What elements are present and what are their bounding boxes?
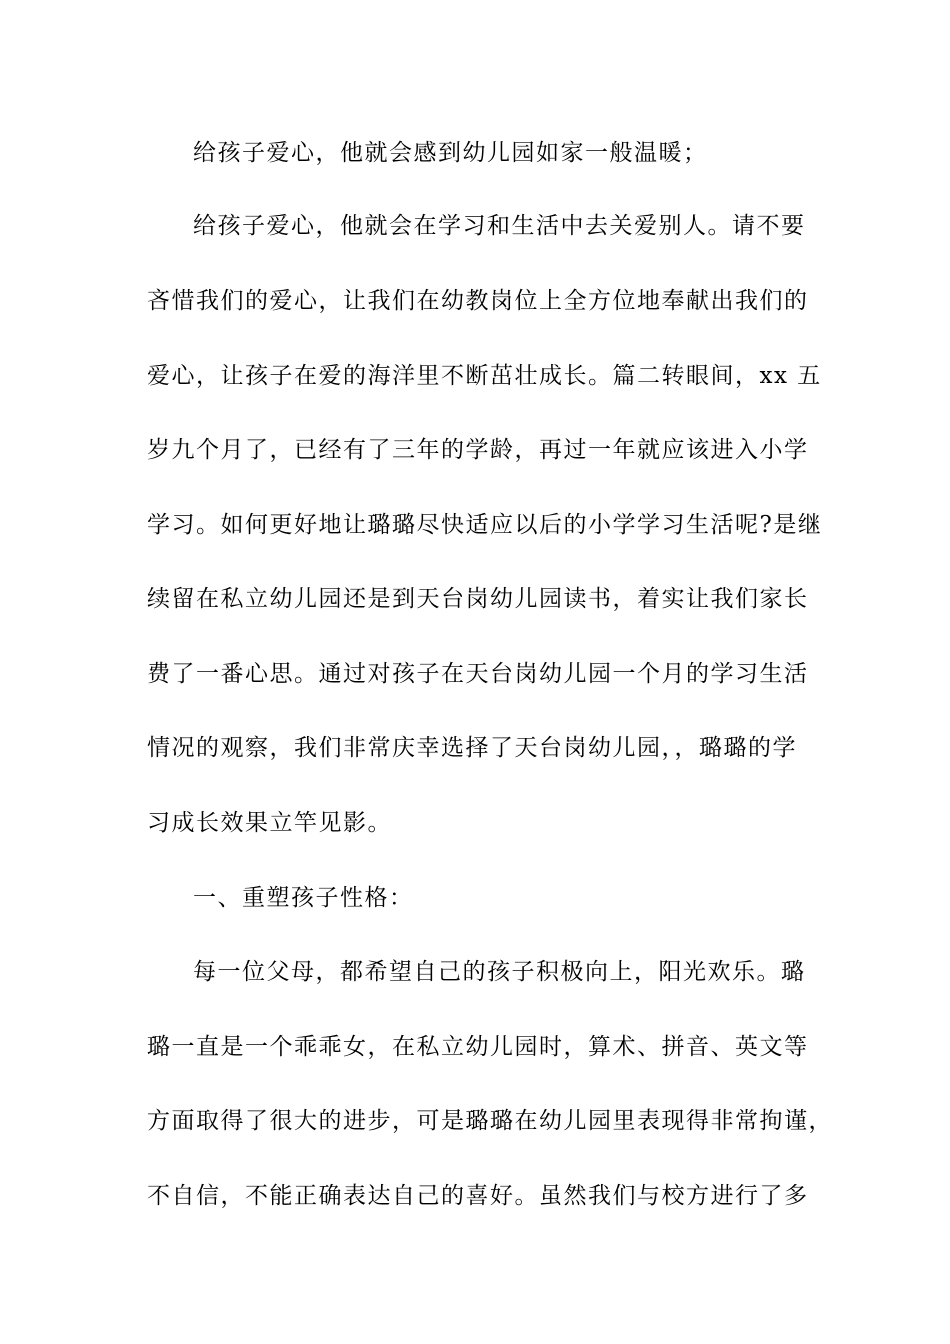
section-heading: 一、重塑孩子性格： — [193, 885, 414, 911]
text-line: 璐一直是一个乖乖女，在私立幼儿园时，算术、拼音、英文等 — [147, 1034, 809, 1060]
text-line: 学习。如何更好地让璐璐尽快适应以后的小学学习生活呢?是继 — [147, 512, 823, 538]
text-line: 情况的观察，我们非常庆幸选择了天台岗幼儿园，，璐璐的学 — [147, 735, 797, 761]
text-line: 费了一番心思。通过对孩子在天台岗幼儿园一个月的学习生活 — [147, 661, 809, 687]
text-line: 吝惜我们的爱心，让我们在幼教岗位上全方位地奉献出我们的 — [147, 288, 809, 314]
text-line: 岁九个月了，已经有了三年的学龄，再过一年就应该进入小学 — [147, 437, 809, 463]
text-line: 给孩子爱心，他就会在学习和生活中去关爱别人。请不要 — [193, 213, 806, 239]
text-line: 每一位父母，都希望自己的孩子积极向上，阳光欢乐。璐 — [193, 959, 806, 985]
text-line: 爱心，让孩子在爱的海洋里不断茁壮成长。篇二转眼间，xx 五 — [147, 363, 822, 389]
text-line: 给孩子爱心，他就会感到幼儿园如家一般温暖； — [193, 140, 708, 166]
text-line: 不自信，不能正确表达自己的喜好。虽然我们与校方进行了多 — [147, 1183, 809, 1209]
text-line: 习成长效果立竿见影。 — [147, 810, 392, 836]
text-line: 方面取得了很大的进步，可是璐璐在幼儿园里表现得非常拘谨， — [147, 1108, 833, 1134]
text-line: 续留在私立幼儿园还是到天台岗幼儿园读书，着实让我们家长 — [147, 586, 809, 612]
